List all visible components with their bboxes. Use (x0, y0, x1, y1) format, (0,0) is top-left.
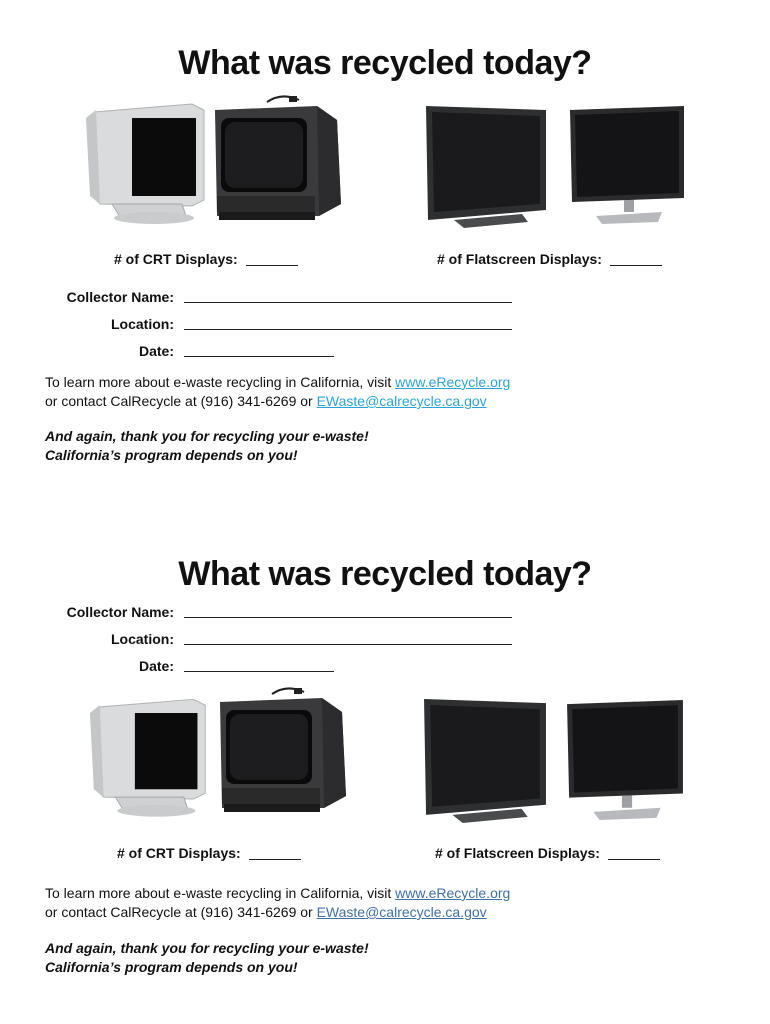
section-2-flat-count (435, 845, 660, 861)
crt-monitor-image (82, 100, 217, 226)
flatscreen-monitor-image (563, 700, 687, 820)
flat-count-label: # of Flatscreen Displays: (435, 845, 600, 861)
section-2-image-row (0, 684, 770, 824)
thanks-line-2: California’s program depends on you! (45, 447, 298, 463)
flat-count-blank[interactable] (610, 254, 662, 266)
section-2-thanks (45, 939, 369, 977)
crt-monitor-image (86, 694, 218, 820)
flatscreen-monitor-image (566, 106, 688, 224)
info-text-2: or contact CalRecycle at (916) 341-6269 or (45, 393, 317, 409)
collector-name-label: Collector Name: (66, 604, 174, 620)
ewaste-email-link[interactable]: EWaste@calrecycle.ca.gov (316, 904, 487, 920)
info-text-2: or contact CalRecycle at (916) 341-6269 or (45, 904, 317, 920)
section-2-info (45, 884, 510, 922)
location-field[interactable] (184, 644, 512, 645)
collector-name-label: Collector Name: (66, 289, 174, 305)
section-1-thanks (45, 427, 369, 465)
info-text-1: To learn more about e-waste recycling in California, visit (45, 885, 396, 901)
ewaste-email-link[interactable]: EWaste@calrecycle.ca.gov (316, 393, 487, 409)
erecycle-link[interactable]: www.eRecycle.org (395, 885, 511, 901)
date-label: Date: (138, 658, 174, 674)
location-label: Location: (111, 631, 174, 647)
crt-count-blank[interactable] (246, 254, 298, 266)
crt-tv-image (207, 92, 347, 226)
flatscreen-tv-image (424, 104, 548, 228)
section-2-crt-count (117, 845, 301, 861)
erecycle-link[interactable]: www.eRecycle.org (395, 374, 511, 390)
section-1-info (45, 373, 510, 411)
crt-tv-image (212, 684, 352, 818)
section-1-image-row (0, 92, 770, 232)
date-field[interactable] (184, 671, 334, 672)
collector-name-field[interactable] (184, 302, 512, 303)
section-2-title: What was recycled today? (178, 555, 592, 593)
section-1-title: What was recycled today? (178, 44, 592, 82)
thanks-line-1: And again, thank you for recycling your e-waste! (45, 940, 369, 956)
thanks-line-1: And again, thank you for recycling your e-waste! (45, 428, 369, 444)
crt-count-label: # of CRT Displays: (114, 251, 238, 267)
collector-name-field[interactable] (184, 617, 512, 618)
flat-count-label: # of Flatscreen Displays: (437, 251, 602, 267)
date-field[interactable] (184, 356, 334, 357)
section-1-flat-count (437, 251, 662, 267)
location-field[interactable] (184, 329, 512, 330)
location-label: Location: (111, 316, 174, 332)
flat-count-blank[interactable] (608, 848, 660, 860)
crt-count-label: # of CRT Displays: (117, 845, 241, 861)
thanks-line-2: California’s program depends on you! (45, 959, 298, 975)
section-1-crt-count (114, 251, 298, 267)
flatscreen-tv-image (422, 696, 548, 824)
info-text-1: To learn more about e-waste recycling in California, visit (45, 374, 396, 390)
date-label: Date: (138, 343, 174, 359)
crt-count-blank[interactable] (249, 848, 301, 860)
